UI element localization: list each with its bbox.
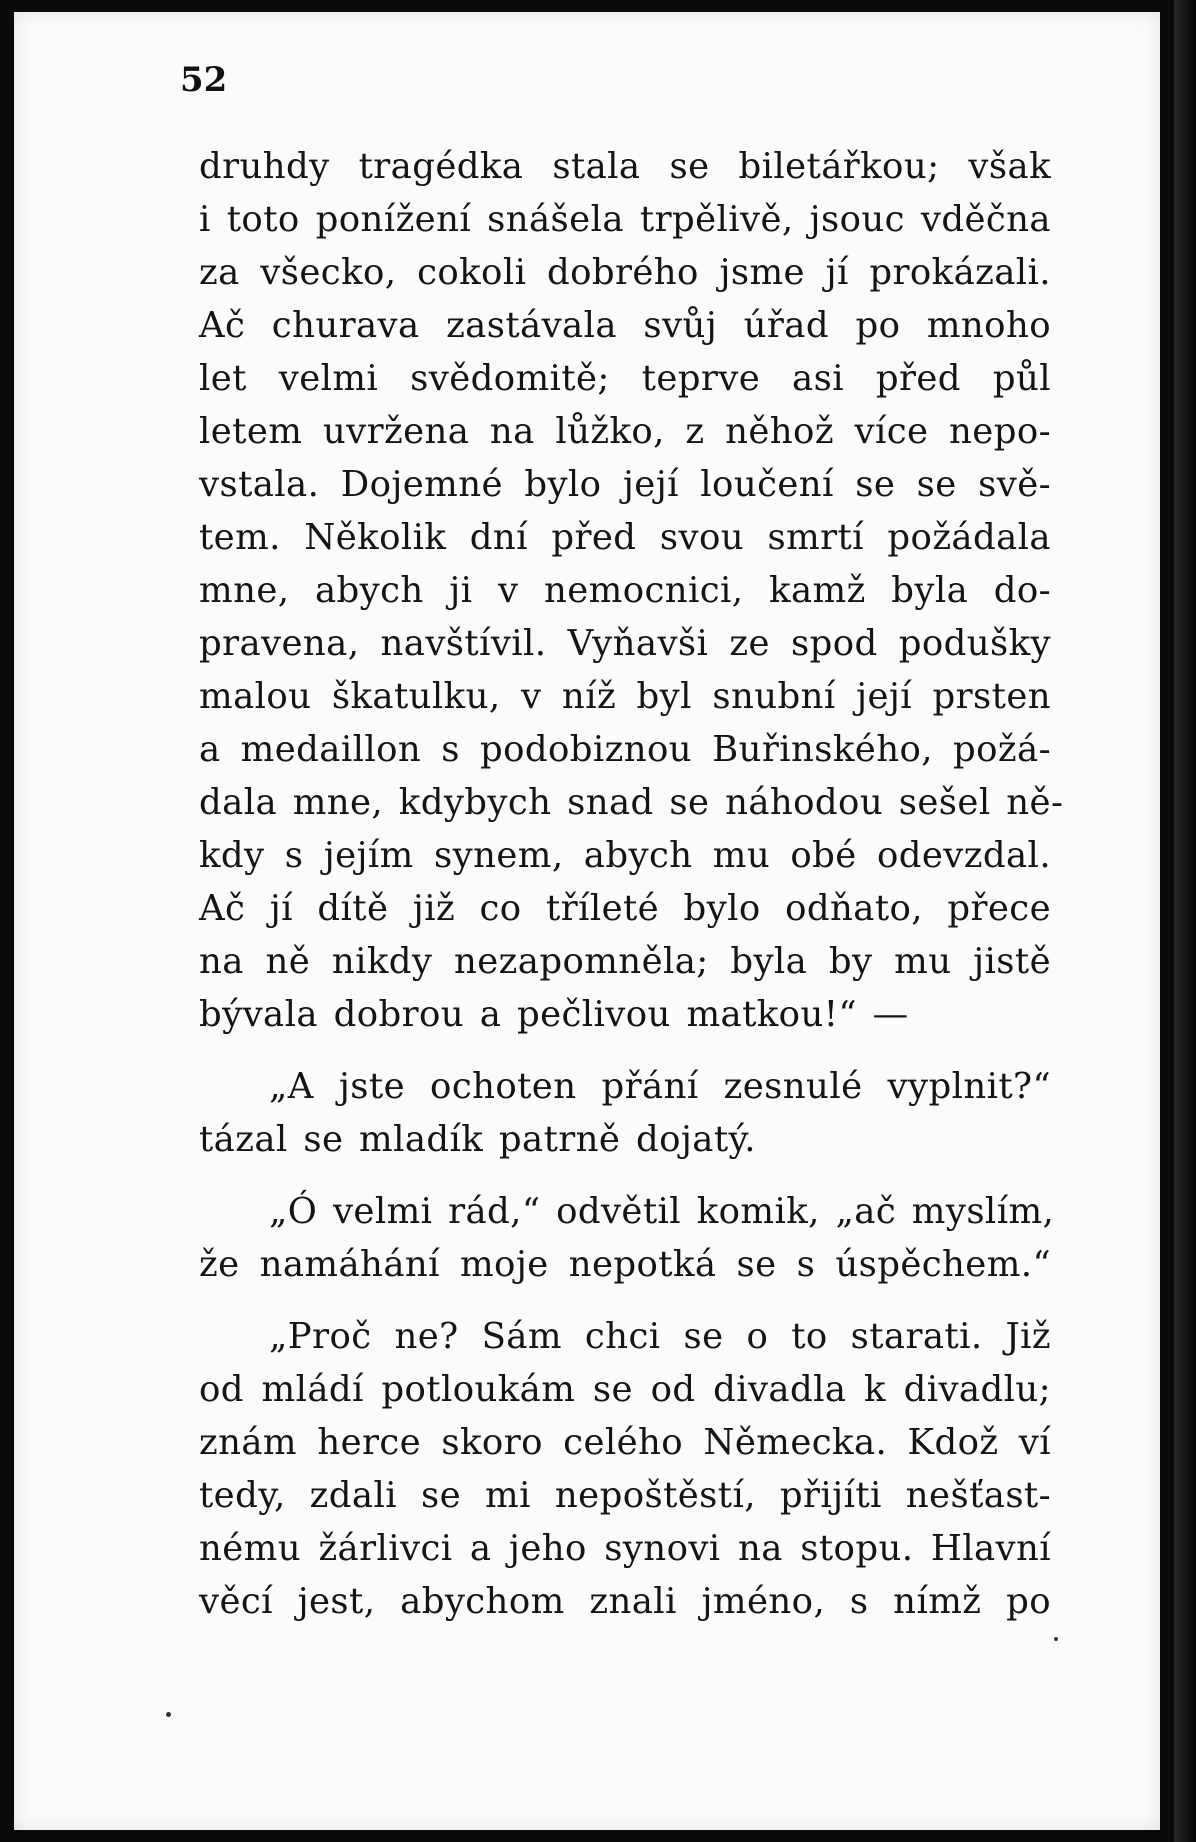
text-line: malou škatulku, v níž byl snubní její prsten [199, 676, 1051, 717]
text-line: bývala dobrou a pečlivou matkou!“ — [199, 994, 909, 1035]
paragraph-1 [199, 140, 1064, 1041]
text-line: druhdy tragédka stala se biletářkou; však [199, 146, 1051, 187]
scan-speck [166, 1712, 171, 1717]
page-number: 52 [180, 60, 228, 100]
text-line: kdy s jejím synem, abych mu obé odevzdal. [199, 835, 1051, 876]
text-line: a medaillon s podobiznou Buřinského, požá- [199, 729, 1051, 770]
text-line: „Proč ne? Sám chci se o to starati. Již [269, 1316, 1051, 1357]
paragraph-4 [199, 1310, 1051, 1628]
text-line: mne, abych ji v nemocnici, kamž byla do- [199, 570, 1051, 611]
text-line: pravena, navštívil. Vyňavši ze spod podušky [199, 623, 1051, 664]
paragraph-3 [199, 1185, 1055, 1291]
text-line: let velmi svědomitě; teprve asi před půl [199, 358, 1051, 399]
text-line: tázal se mladík patrně dojatý. [199, 1119, 756, 1160]
text-line: Ač jí dítě již co tříleté bylo odňato, přece [199, 888, 1051, 929]
text-line: tem. Několik dní před svou smrtí požádala [199, 517, 1051, 558]
text-line: na ně nikdy nezapomněla; byla by mu jistě [199, 941, 1051, 982]
text-line: že namáhání moje nepotká se s úspěchem.“ [199, 1244, 1051, 1285]
text-line: vstala. Dojemné bylo její loučení se se svě- [199, 464, 1051, 505]
text-line: i toto ponížení snášela trpělivě, jsouc vděčna [199, 199, 1051, 240]
text-line: Ač churava zastávala svůj úřad po mnoho [199, 305, 1051, 346]
text-line: „A jste ochoten přání zesnulé vyplnit?“ [269, 1066, 1051, 1107]
text-line: dala mne, kdybych snad se náhodou sešel ně- [199, 782, 1064, 823]
text-line: za všecko, cokoli dobrého jsme jí prokázali. [199, 252, 1051, 293]
book-spine-edge [1174, 0, 1196, 1842]
paragraph-2 [199, 1060, 1051, 1166]
text-line: „Ó velmi rád,“ odvětil komik, „ač myslím, [269, 1191, 1055, 1232]
book-page [14, 12, 1160, 1830]
scan-speck [1054, 1637, 1058, 1641]
text-line: letem uvržena na lůžko, z něhož více nepo- [199, 411, 1051, 452]
text-line: tedy, zdali se mi nepoštěstí, přijíti nešťast- [199, 1475, 1051, 1516]
text-line: od mládí potloukám se od divadla k divadlu; [199, 1369, 1051, 1410]
text-line: nému žárlivci a jeho synovi na stopu. Hlavní [199, 1528, 1051, 1569]
text-line: věcí jest, abychom znali jméno, s nímž po [199, 1581, 1051, 1622]
text-line: znám herce skoro celého Německa. Kdož ví [199, 1422, 1051, 1463]
body-text [199, 140, 1064, 1647]
